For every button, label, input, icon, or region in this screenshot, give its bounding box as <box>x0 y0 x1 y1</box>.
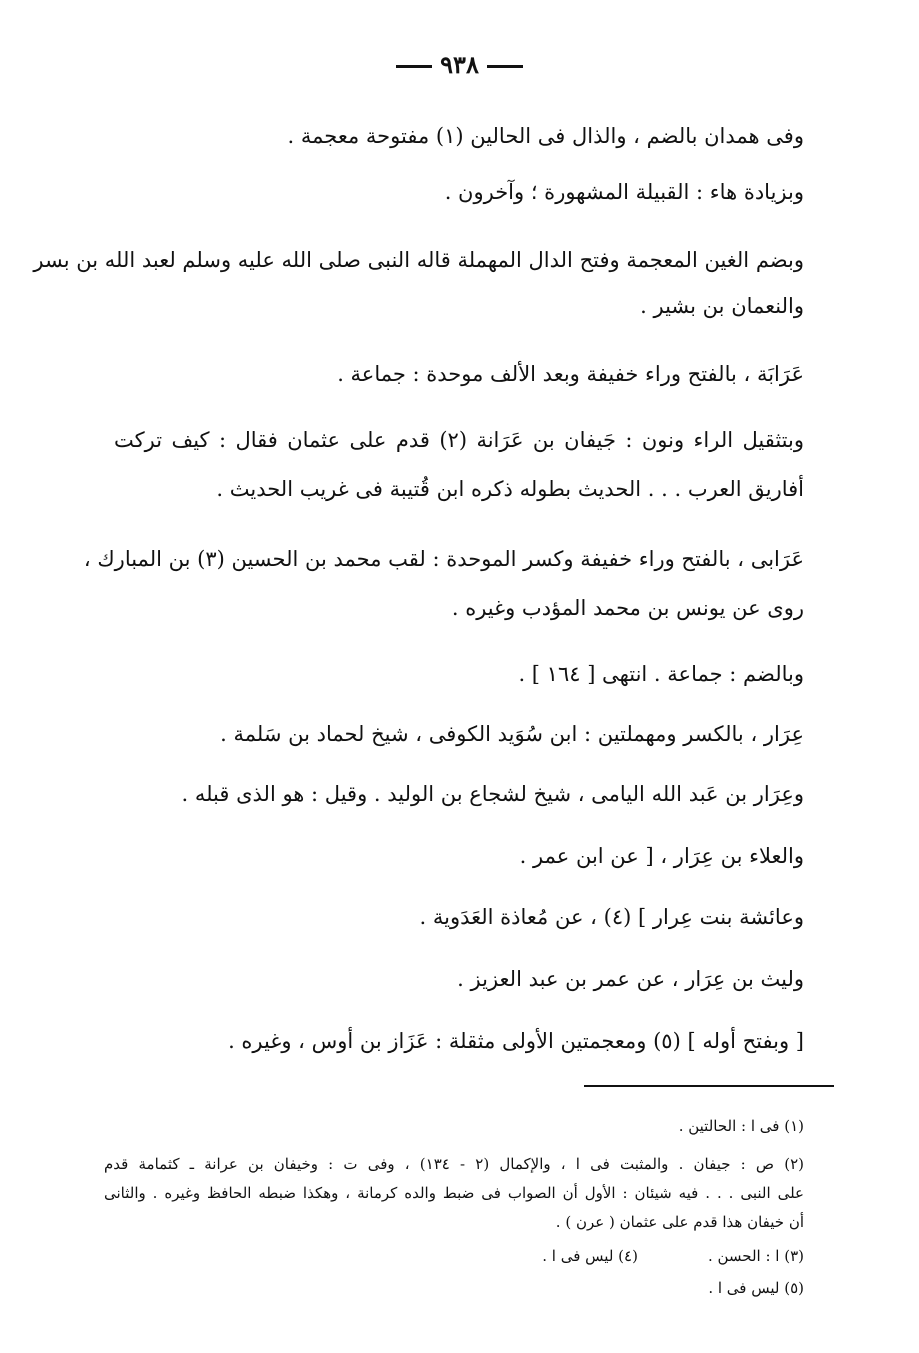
text-line: عَرَابَة ، بالفتح وراء خفيفة وبعد الألف موحدة : جماعة . <box>337 362 804 386</box>
footnote-separator <box>584 1085 834 1087</box>
text-line: أفاريق العرب . . . الحديث بطوله ذكره ابن قُتيبة فى غريب الحديث . <box>216 477 804 501</box>
text-line: روى عن يونس بن محمد المؤدب وغيره . <box>451 596 804 620</box>
text-line: [ وبفتح أوله ] (٥) ومعجمتين الأولى مثقلة : عَزَاز بن أوس ، وغيره . <box>228 1029 804 1053</box>
footnote-1: (١) فى ا : الحالتين . <box>678 1117 804 1135</box>
text-line: وعِرَار بن عَبد الله اليامى ، شيخ لشجاع بن الوليد . وقيل : هو الذى قبله . <box>181 782 804 806</box>
text-line: عِرَار ، بالكسر ومهملتين : ابن سُوَيد الكوفى ، شيخ لحماد بن سَلمة . <box>220 722 804 746</box>
text-line: وبزيادة هاء : القبيلة المشهورة ؛ وآخرون . <box>444 180 804 204</box>
text-line: وليث بن عِرَار ، عن عمر بن عبد العزيز . <box>457 967 804 991</box>
footnote-5: (٥) ليس فى ا . <box>708 1279 804 1297</box>
text-line: والنعمان بن بشير . <box>640 294 804 318</box>
text-line: وعائشة بنت عِرار ] (٤) ، عن مُعاذة العَدَوية . <box>419 905 804 929</box>
dash-right <box>396 65 432 68</box>
dash-left <box>487 65 523 68</box>
text-line: وبضم الغين المعجمة وفتح الدال المهملة قاله النبى صلى الله عليه وسلم لعبد الله بن بسر <box>33 248 804 272</box>
footnote-2-line-2: على النبى . . . فيه شيئان : الأول أن الصواب فى ضبط والده كرمانة ، وهكذا ضبطه الحافظ وغيره . والثانى <box>104 1184 804 1202</box>
text-line: وبتثقيل الراء ونون : جَيفان بن عَرَانة (٢) قدم على عثمان فقال : كيف تركت <box>114 428 804 452</box>
page-number-text: ٩٣٨ <box>440 50 479 79</box>
footnote-2-line-3: أن خيفان هذا قدم على عثمان ( عرن ) . <box>555 1213 804 1231</box>
footnote-row-3-4 <box>542 1245 804 1267</box>
footnote-3: (٣) ا : الحسن . <box>707 1247 804 1265</box>
text-line: وبالضم : جماعة . انتهى [ ١٦٤ ] . <box>518 662 804 686</box>
text-line: عَرَابى ، بالفتح وراء خفيفة وكسر الموحدة : لقب محمد بن الحسين (٣) بن المبارك ، <box>83 547 804 571</box>
text-line: وفى همدان بالضم ، والذال فى الحالين (١) مفتوحة معجمة . <box>287 124 804 148</box>
footnote-4: (٤) ليس فى ا . <box>542 1247 638 1265</box>
text-line: والعلاء بن عِرَار ، [ عن ابن عمر . <box>519 844 804 868</box>
page-number <box>0 50 919 79</box>
footnote-2-line-1: (٢) ص : جيفان . والمثبت فى ا ، والإكمال (٢ - ١٣٤) ، وفى ت : وخيفان بن عرانة ـ كثمامة قدم <box>104 1155 804 1173</box>
